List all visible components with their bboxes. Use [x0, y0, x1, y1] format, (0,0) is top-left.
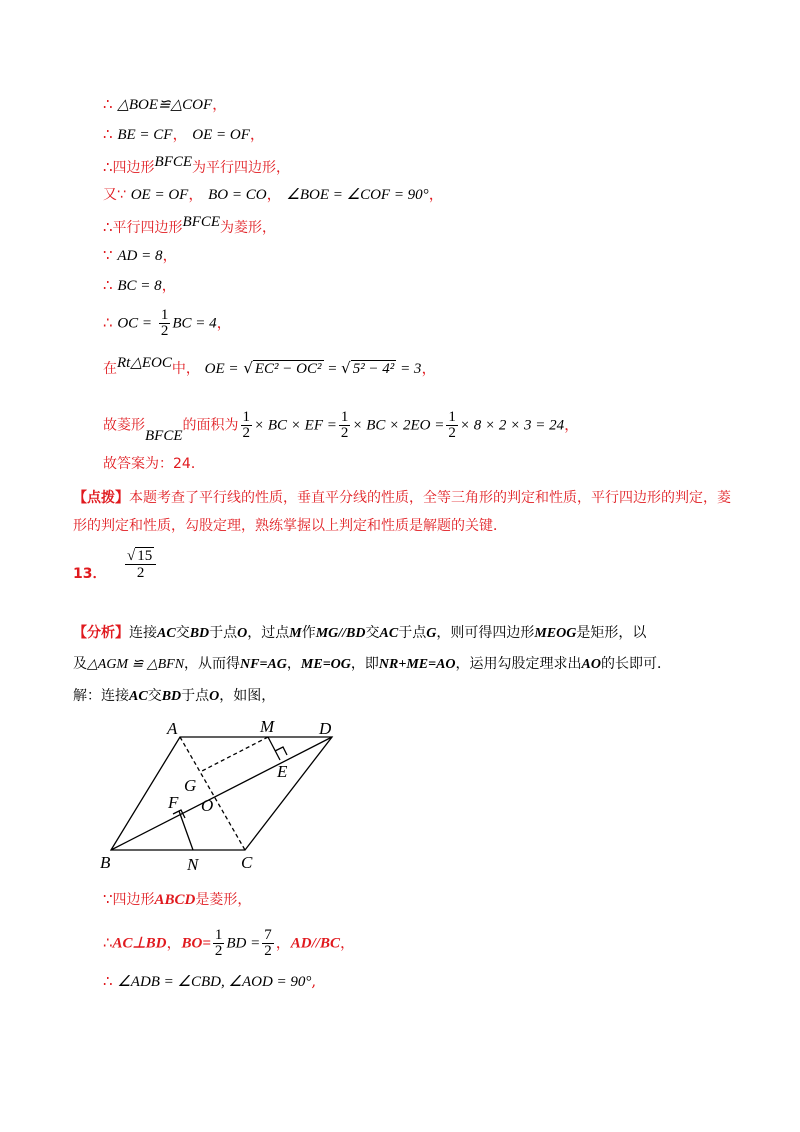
label-f: F — [168, 793, 179, 812]
step-rhombus-abcd: ∵四边形ABCD是菱形， — [103, 890, 252, 908]
label-e: E — [277, 762, 288, 781]
step-ad-length: ∵ AD = 8， — [103, 246, 178, 264]
rhombus-figure — [95, 715, 355, 875]
answer-line: 故答案为：24． — [103, 456, 205, 472]
step-equal-segments: ∴ BE = CF， OE = OF， — [103, 125, 265, 143]
step-bc-length: ∴ BC = 8， — [103, 276, 177, 294]
q13-answer — [73, 562, 106, 585]
label-m: M — [260, 717, 275, 736]
step-diagonals: ∴AC⊥BD，BO= $\frac{1}{2}$ BD = $\frac{7}{2}$ ，AD//BC， — [103, 927, 355, 959]
label-n: N — [187, 855, 199, 874]
step-pythagoras: 在Rt△EOC中， OE = √ EC² − OC² = √ 5² − 4² = 3， — [103, 355, 437, 377]
segment-mg — [200, 737, 268, 772]
q13-number: 13． — [73, 566, 107, 582]
fraction: $\frac{7}{2}$ — [264, 927, 272, 959]
label-b: B — [100, 853, 111, 872]
segment-nf — [179, 811, 193, 850]
radicand: EC² − OC² — [254, 361, 322, 377]
step-rhombus: ∴平行四边形BFCE为菱形， — [103, 214, 277, 236]
q13-fraction: √ 15 2 — [125, 548, 156, 581]
fraction: $\frac{1}{2}$ — [160, 307, 169, 339]
step-also-conditions: 又∵ OE = OF， BO = CO， ∠BOE = ∠COF = 90°， — [103, 185, 444, 203]
label-a: A — [167, 719, 178, 738]
step-parallelogram: ∴四边形BFCE为平行四边形， — [103, 154, 291, 176]
review-paragraph: 【点拨】本题考查了平行线的性质，垂直平分线的性质，全等三角形的判定和性质，平行四边形的判定，菱形的判定和性质，勾股定理，熟练掌握以上判定和性质是解题的关键． — [73, 490, 731, 534]
analysis-paragraph: 【分析】连接AC交BD于点O，过点M作MG//BD交AC于点G，则可得四边形MEOG是矩形，以 及△AGM ≌ △BFN，从而得NF=AG，ME=OG，即NR+ME=AO，运用勾股定理求出AO的长即可． — [73, 625, 671, 672]
step-congruence: ∴ △BOE≌△COF， — [103, 95, 228, 113]
segment-me — [268, 737, 280, 760]
step-oc-length: ∴ OC = $\frac{1}{2}$ BC = 4， — [103, 307, 232, 339]
diagonal-bd — [111, 737, 332, 850]
sqrt-icon: √ — [243, 359, 253, 377]
analysis-tag: 【分析】 — [73, 625, 129, 641]
label-g: G — [184, 776, 197, 795]
radicand: 5² − 4² — [352, 361, 395, 377]
label-d: D — [319, 719, 332, 738]
fraction: $\frac{1}{2}$ — [340, 409, 349, 441]
label-c: C — [241, 853, 253, 872]
step-area: 故菱形BFCE的面积为 $\frac{1}{2}$ × BC × EF = $\frac{1}{2}$ × BC × 2EO = $\frac{1}{2}$ × 8 × 2 × 3 = 24， — [103, 409, 580, 444]
solution-intro: 解：连接AC交BD于点O，如图， — [73, 688, 276, 704]
step-angles: ∴ ∠ADB = ∠CBD, ∠AOD = 90°, — [103, 972, 317, 990]
fraction: $\frac{1}{2}$ — [242, 409, 250, 441]
math-expr: △BOE≌△COF — [117, 97, 213, 113]
label-o: O — [201, 796, 214, 815]
fraction: $\frac{1}{2}$ — [448, 409, 456, 441]
fraction: $\frac{1}{2}$ — [214, 927, 223, 959]
sqrt-icon: √ — [341, 359, 351, 377]
review-tag: 【点拨】 — [73, 490, 129, 506]
